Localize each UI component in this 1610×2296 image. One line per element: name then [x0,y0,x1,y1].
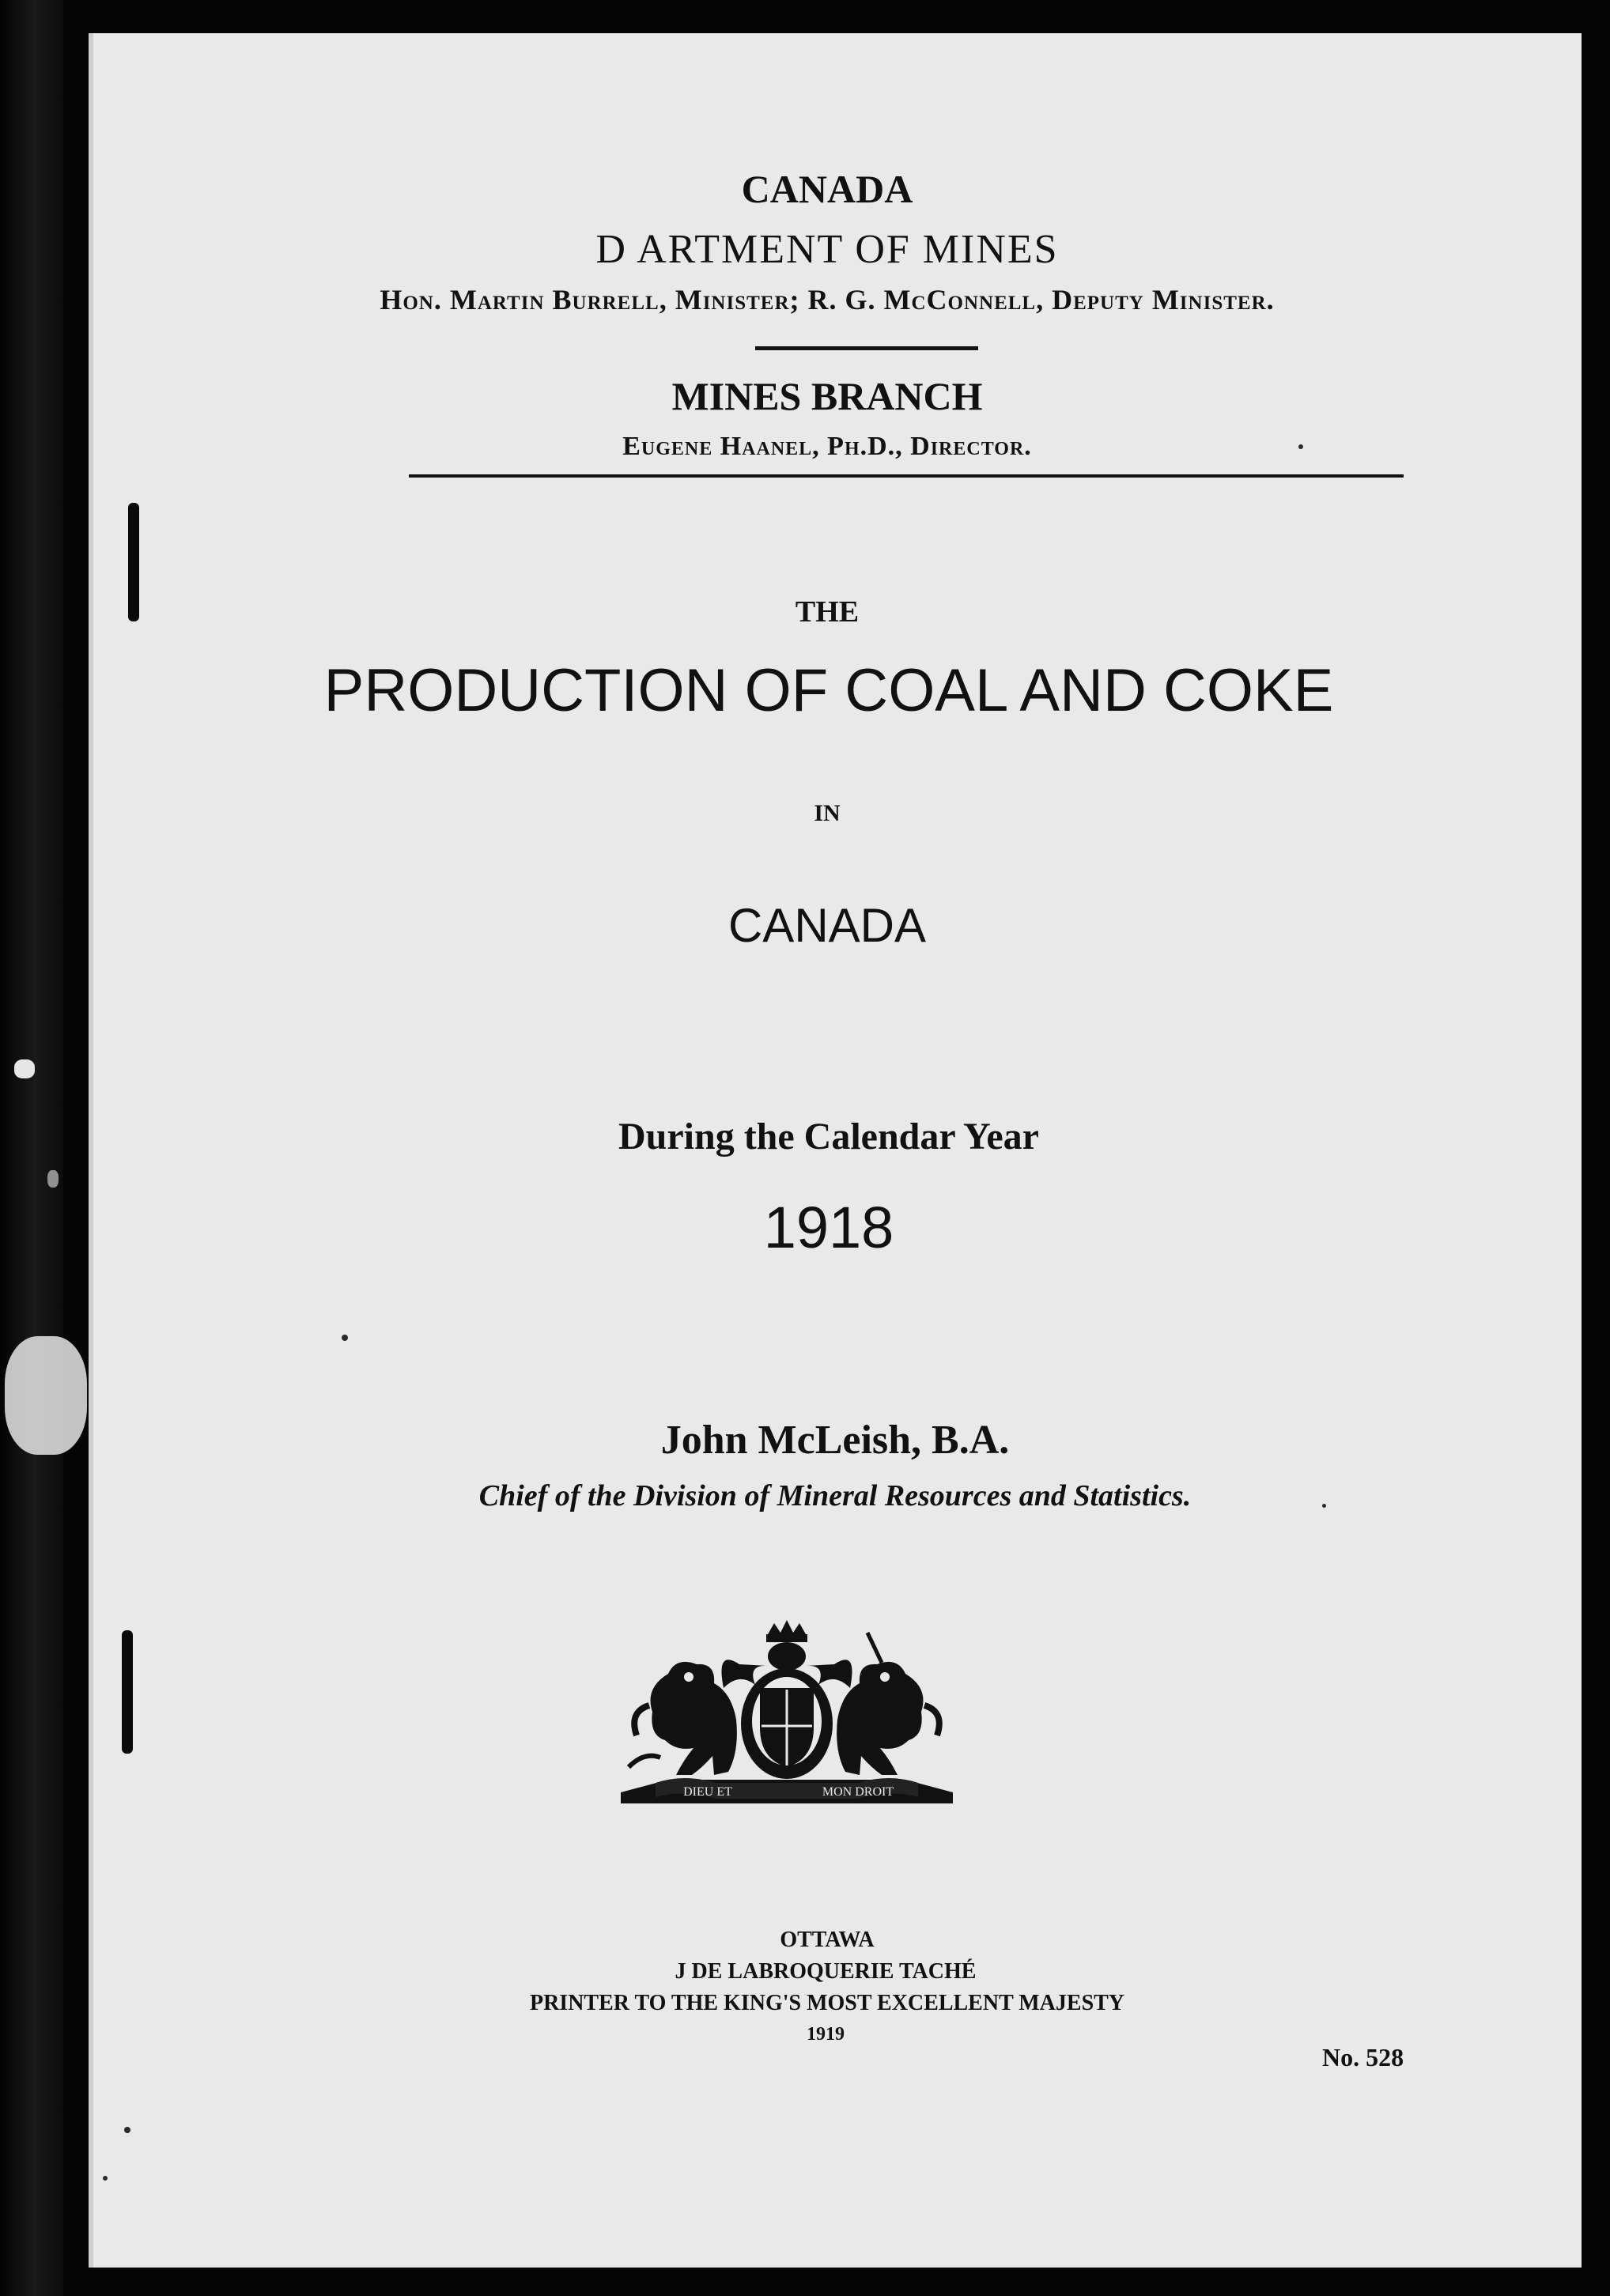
scan-speck [342,1335,348,1341]
director-line: Eugene Haanel, Ph.D., Director. [622,432,1032,461]
staple [128,503,139,621]
title-article: THE [795,595,860,629]
department-heading: D ARTMENT OF MINES [595,227,1059,272]
imprint-printer-title: PRINTER TO THE KING'S MOST EXCELLENT MAJESTY [529,1991,1125,2015]
country-heading: CANADA [741,167,913,211]
report-number: No. 528 [1322,2043,1404,2071]
motto-right: MON DROIT [822,1785,894,1799]
torn-fragment [14,1059,35,1078]
scan-speck [1322,1504,1326,1508]
imprint-city: OTTAWA [780,1928,875,1952]
author-name: John McLeish, B.A. [660,1418,1010,1463]
branch-heading: MINES BRANCH [671,374,983,418]
scan-speck [1298,444,1303,449]
imprint-year: 1919 [807,2024,845,2045]
section-divider [409,474,1404,478]
author-role: Chief of the Division of Mineral Resources and Statistics. [478,1479,1192,1512]
header-divider [755,346,978,350]
period-year: 1918 [763,1195,894,1260]
scan-speck [103,2176,108,2181]
imprint-printer: J DE LABROQUERIE TACHÉ [675,1959,977,1984]
title-preposition: IN [814,800,841,826]
scan-speck [124,2127,130,2133]
torn-fragment [47,1170,59,1188]
period-label: During the Calendar Year [618,1116,1039,1157]
royal-coat-of-arms-icon [621,1617,953,1815]
motto-left: DIEU ET [683,1785,732,1799]
title-place: CANADA [728,899,927,952]
title-page [89,33,1582,2268]
binding-edge [0,0,63,2296]
staple [122,1630,133,1754]
officials-line: Hon. Martin Burrell, Minister; R. G. McConnell, Deputy Minister. [380,284,1275,315]
main-title: PRODUCTION OF COAL AND COKE [323,657,1334,724]
torn-fragment [5,1336,87,1455]
page-edge [89,33,93,2268]
